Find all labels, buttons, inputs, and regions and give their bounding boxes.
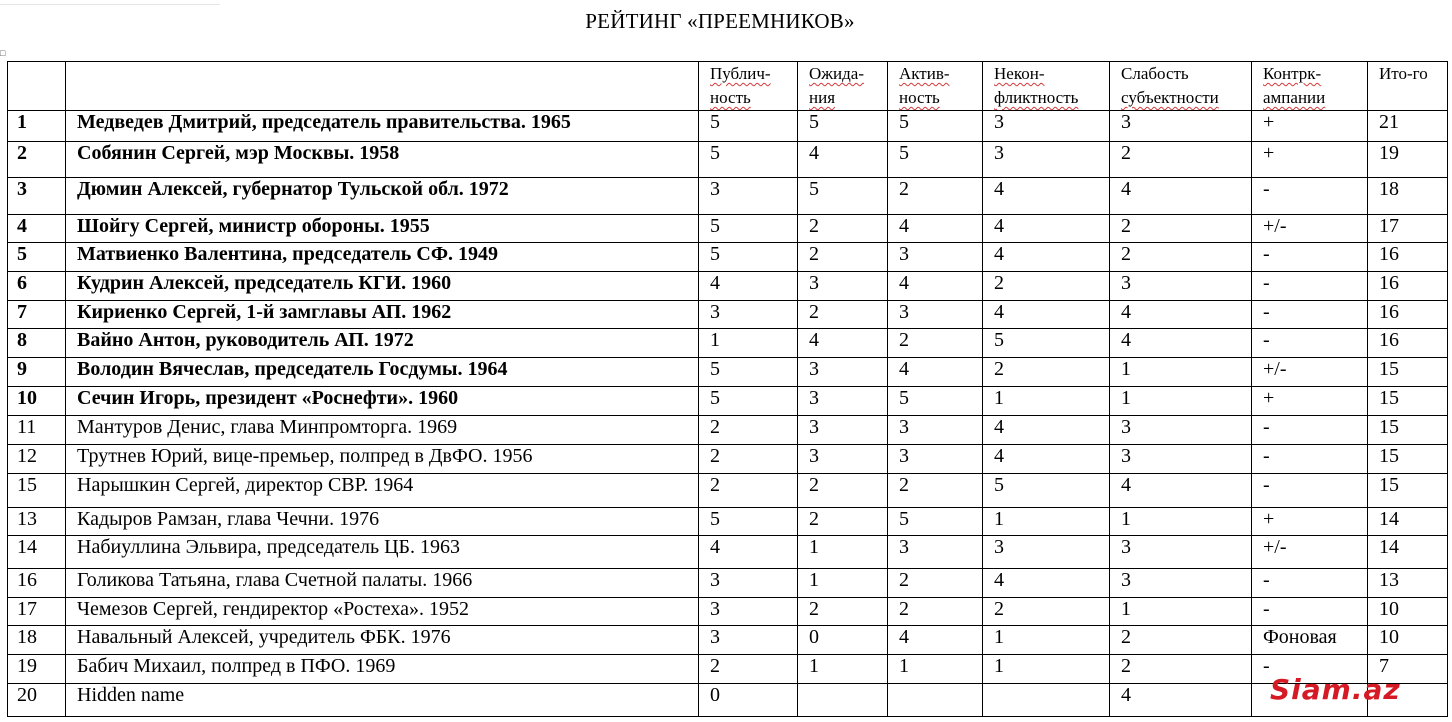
cell-activity: 5 bbox=[888, 387, 983, 416]
cell-expectations: 2 bbox=[798, 301, 888, 329]
candidate-name: Голикова Татьяна, глава Счетной палаты. 1966 bbox=[66, 569, 699, 598]
cell-activity: 5 bbox=[888, 142, 983, 178]
cell-expectations: 4 bbox=[798, 329, 888, 358]
cell-publicity: 3 bbox=[699, 626, 798, 655]
cell-activity: 3 bbox=[888, 243, 983, 272]
cell-countercampaign: - bbox=[1252, 178, 1368, 215]
cell-activity: 2 bbox=[888, 329, 983, 358]
row-number: 4 bbox=[8, 215, 66, 243]
cell-weakness: 4 bbox=[1110, 474, 1252, 508]
cell-weakness: 1 bbox=[1110, 598, 1252, 626]
header-publicity-line1: Публич- bbox=[710, 64, 771, 83]
cell-publicity: 5 bbox=[699, 243, 798, 272]
candidate-name: Вайно Антон, руководитель АП. 1972 bbox=[66, 329, 699, 358]
header-activity-line2: ность bbox=[899, 88, 940, 107]
cell-weakness: 3 bbox=[1110, 111, 1252, 142]
cell-total: 16 bbox=[1368, 272, 1448, 301]
cell-expectations: 2 bbox=[798, 215, 888, 243]
cell-expectations: 2 bbox=[798, 508, 888, 536]
cell-publicity: 5 bbox=[699, 111, 798, 142]
cell-countercampaign: - bbox=[1252, 416, 1368, 445]
table-row bbox=[8, 111, 1448, 142]
cell-expectations: 5 bbox=[798, 111, 888, 142]
cell-publicity: 3 bbox=[699, 178, 798, 215]
cell-expectations: 2 bbox=[798, 243, 888, 272]
cell-nonconflict: 2 bbox=[983, 272, 1110, 301]
candidate-name: Бабич Михаил, полпред в ПФО. 1969 bbox=[66, 655, 699, 684]
cell-total: 17 bbox=[1368, 215, 1448, 243]
cell-activity: 2 bbox=[888, 569, 983, 598]
cell-weakness: 4 bbox=[1110, 178, 1252, 215]
row-number: 12 bbox=[8, 445, 66, 474]
cell-countercampaign: + bbox=[1252, 508, 1368, 536]
table-row bbox=[8, 416, 1448, 445]
cell-publicity: 0 bbox=[699, 684, 798, 717]
cell-publicity: 5 bbox=[699, 142, 798, 178]
cell-expectations: 3 bbox=[798, 445, 888, 474]
cell-weakness: 2 bbox=[1110, 215, 1252, 243]
cell-publicity: 2 bbox=[699, 416, 798, 445]
cell-countercampaign: +/- bbox=[1252, 536, 1368, 569]
candidate-name: Мантуров Денис, глава Минпромторга. 1969 bbox=[66, 416, 699, 445]
cell-publicity: 4 bbox=[699, 536, 798, 569]
cell-activity: 4 bbox=[888, 215, 983, 243]
cell-countercampaign: - bbox=[1252, 243, 1368, 272]
table-row bbox=[8, 243, 1448, 272]
header-row bbox=[8, 62, 1448, 111]
cell-expectations: 5 bbox=[798, 178, 888, 215]
table-row bbox=[8, 626, 1448, 655]
cell-nonconflict: 5 bbox=[983, 329, 1110, 358]
cell-total: 16 bbox=[1368, 301, 1448, 329]
row-number: 14 bbox=[8, 536, 66, 569]
cell-activity: 3 bbox=[888, 416, 983, 445]
cell-countercampaign: + bbox=[1252, 387, 1368, 416]
row-number: 20 bbox=[8, 684, 66, 717]
header-weakness-line1: Слабость bbox=[1121, 64, 1189, 83]
table-anchor-marker[interactable]: □ bbox=[0, 48, 6, 58]
cell-nonconflict: 4 bbox=[983, 445, 1110, 474]
table-row bbox=[8, 536, 1448, 569]
table-row bbox=[8, 684, 1448, 717]
cell-countercampaign: + bbox=[1252, 142, 1368, 178]
cell-total: 19 bbox=[1368, 142, 1448, 178]
cell-nonconflict: 5 bbox=[983, 474, 1110, 508]
cell-publicity: 5 bbox=[699, 358, 798, 387]
cell-nonconflict: 4 bbox=[983, 416, 1110, 445]
cell-expectations: 2 bbox=[798, 598, 888, 626]
row-number: 16 bbox=[8, 569, 66, 598]
cell-expectations: 3 bbox=[798, 358, 888, 387]
watermark-text: Siam.az bbox=[1270, 673, 1401, 706]
cell-expectations: 1 bbox=[798, 655, 888, 684]
cell-total: 15 bbox=[1368, 474, 1448, 508]
table-row bbox=[8, 142, 1448, 178]
table-row bbox=[8, 272, 1448, 301]
cell-nonconflict: 1 bbox=[983, 626, 1110, 655]
header-nonconflict-line1: Некон- bbox=[994, 64, 1045, 83]
cell-nonconflict: 3 bbox=[983, 111, 1110, 142]
table-row bbox=[8, 387, 1448, 416]
row-number: 2 bbox=[8, 142, 66, 178]
candidate-name: Собянин Сергей, мэр Москвы. 1958 bbox=[66, 142, 699, 178]
cell-activity: 2 bbox=[888, 598, 983, 626]
cell-total: 14 bbox=[1368, 536, 1448, 569]
row-number: 11 bbox=[8, 416, 66, 445]
cell-activity: 2 bbox=[888, 474, 983, 508]
candidate-name: Володин Вячеслав, председатель Госдумы. 1964 bbox=[66, 358, 699, 387]
cell-publicity: 2 bbox=[699, 445, 798, 474]
cell-weakness: 3 bbox=[1110, 569, 1252, 598]
header-activity-line1: Актив- bbox=[899, 64, 950, 83]
candidate-name: Кадыров Рамзан, глава Чечни. 1976 bbox=[66, 508, 699, 536]
row-number: 18 bbox=[8, 626, 66, 655]
candidate-name: Шойгу Сергей, министр обороны. 1955 bbox=[66, 215, 699, 243]
table-row bbox=[8, 215, 1448, 243]
cell-total: 15 bbox=[1368, 416, 1448, 445]
row-number: 9 bbox=[8, 358, 66, 387]
header-weakness bbox=[1110, 62, 1252, 111]
cell-countercampaign: - bbox=[1252, 445, 1368, 474]
cell-nonconflict: 4 bbox=[983, 301, 1110, 329]
cell-publicity: 2 bbox=[699, 655, 798, 684]
row-number: 19 bbox=[8, 655, 66, 684]
header-name bbox=[66, 62, 699, 111]
cell-activity: 3 bbox=[888, 445, 983, 474]
cell-nonconflict: 3 bbox=[983, 536, 1110, 569]
candidate-name: Кириенко Сергей, 1-й замглавы АП. 1962 bbox=[66, 301, 699, 329]
row-number: 3 bbox=[8, 178, 66, 215]
header-expectations-line1: Ожида- bbox=[809, 64, 864, 83]
cell-publicity: 4 bbox=[699, 272, 798, 301]
cell-nonconflict: 2 bbox=[983, 598, 1110, 626]
cell-weakness: 3 bbox=[1110, 272, 1252, 301]
row-number: 1 bbox=[8, 111, 66, 142]
cell-nonconflict: 2 bbox=[983, 358, 1110, 387]
cell-total: 14 bbox=[1368, 508, 1448, 536]
table-row bbox=[8, 445, 1448, 474]
cell-weakness: 2 bbox=[1110, 142, 1252, 178]
header-total bbox=[1368, 62, 1448, 111]
cell-nonconflict: 4 bbox=[983, 569, 1110, 598]
cell-countercampaign: - bbox=[1252, 569, 1368, 598]
cell-expectations: 0 bbox=[798, 626, 888, 655]
row-number: 6 bbox=[8, 272, 66, 301]
candidate-name: Навальный Алексей, учредитель ФБК. 1976 bbox=[66, 626, 699, 655]
cell-total: 13 bbox=[1368, 569, 1448, 598]
cell-total: 18 bbox=[1368, 178, 1448, 215]
header-nonconflict-line2: фликтность bbox=[994, 88, 1079, 107]
document-title: РЕЙТИНГ «ПРЕЕМНИКОВ» bbox=[585, 9, 855, 33]
table-row bbox=[8, 178, 1448, 215]
cell-nonconflict bbox=[983, 684, 1110, 717]
cell-weakness: 2 bbox=[1110, 655, 1252, 684]
cell-activity: 3 bbox=[888, 536, 983, 569]
candidate-name: Трутнев Юрий, вице-премьер, полпред в ДвФО. 1956 bbox=[66, 445, 699, 474]
candidate-name: Дюмин Алексей, губернатор Тульской обл. 1972 bbox=[66, 178, 699, 215]
cell-activity: 4 bbox=[888, 272, 983, 301]
cell-nonconflict: 1 bbox=[983, 655, 1110, 684]
table-row bbox=[8, 508, 1448, 536]
table-row bbox=[8, 474, 1448, 508]
candidate-name: Сечин Игорь, президент «Роснефти». 1960 bbox=[66, 387, 699, 416]
cell-expectations: 3 bbox=[798, 416, 888, 445]
header-weakness-line2: субъектности bbox=[1121, 88, 1219, 107]
cell-weakness: 2 bbox=[1110, 243, 1252, 272]
cell-countercampaign: - bbox=[1252, 329, 1368, 358]
cell-nonconflict: 4 bbox=[983, 215, 1110, 243]
siam-logo-icon bbox=[1268, 670, 1408, 710]
candidate-name: Чемезов Сергей, гендиректор «Ростеха». 1952 bbox=[66, 598, 699, 626]
table-row bbox=[8, 655, 1448, 684]
cell-weakness: 4 bbox=[1110, 684, 1252, 717]
cell-total: 15 bbox=[1368, 445, 1448, 474]
cell-expectations: 1 bbox=[798, 536, 888, 569]
header-publicity bbox=[699, 62, 798, 111]
candidate-name: Набиуллина Эльвира, председатель ЦБ. 1963 bbox=[66, 536, 699, 569]
cell-activity: 5 bbox=[888, 111, 983, 142]
cell-countercampaign: - bbox=[1252, 272, 1368, 301]
cell-publicity: 3 bbox=[699, 569, 798, 598]
cell-activity: 2 bbox=[888, 178, 983, 215]
cell-countercampaign: + bbox=[1252, 111, 1368, 142]
watermark-logo bbox=[1268, 670, 1408, 710]
cell-weakness: 1 bbox=[1110, 358, 1252, 387]
cell-weakness: 3 bbox=[1110, 445, 1252, 474]
cell-activity: 4 bbox=[888, 626, 983, 655]
cell-publicity: 5 bbox=[699, 215, 798, 243]
row-number: 5 bbox=[8, 243, 66, 272]
cell-nonconflict: 1 bbox=[983, 387, 1110, 416]
top-divider bbox=[0, 4, 220, 5]
cell-publicity: 3 bbox=[699, 598, 798, 626]
table-row bbox=[8, 569, 1448, 598]
cell-total: 15 bbox=[1368, 358, 1448, 387]
cell-activity: 5 bbox=[888, 508, 983, 536]
cell-weakness: 3 bbox=[1110, 536, 1252, 569]
cell-activity: 1 bbox=[888, 655, 983, 684]
cell-total: 10 bbox=[1368, 598, 1448, 626]
cell-nonconflict: 4 bbox=[983, 243, 1110, 272]
cell-nonconflict: 4 bbox=[983, 178, 1110, 215]
table-row bbox=[8, 301, 1448, 329]
cell-countercampaign: +/- bbox=[1252, 358, 1368, 387]
header-countercampaign-line1: Контрк- bbox=[1263, 64, 1322, 83]
rating-table bbox=[7, 61, 1448, 717]
cell-countercampaign: +/- bbox=[1252, 215, 1368, 243]
cell-countercampaign: - bbox=[1252, 301, 1368, 329]
table-row bbox=[8, 598, 1448, 626]
cell-nonconflict: 1 bbox=[983, 508, 1110, 536]
cell-publicity: 5 bbox=[699, 508, 798, 536]
cell-expectations: 3 bbox=[798, 272, 888, 301]
candidate-name: Матвиенко Валентина, председатель СФ. 1949 bbox=[66, 243, 699, 272]
cell-expectations: 4 bbox=[798, 142, 888, 178]
cell-expectations bbox=[798, 684, 888, 717]
header-countercampaign-line2: ампании bbox=[1263, 88, 1326, 107]
cell-weakness: 1 bbox=[1110, 387, 1252, 416]
header-expectations-line2: ния bbox=[809, 88, 836, 107]
header-countercampaign bbox=[1252, 62, 1368, 111]
cell-expectations: 3 bbox=[798, 387, 888, 416]
header-total-line1: Ито-го bbox=[1379, 64, 1428, 83]
cell-total: 7 bbox=[1368, 655, 1448, 684]
table-row bbox=[8, 329, 1448, 358]
header-number bbox=[8, 62, 66, 111]
header-activity bbox=[888, 62, 983, 111]
cell-countercampaign: - bbox=[1252, 655, 1368, 684]
cell-publicity: 1 bbox=[699, 329, 798, 358]
candidate-name: Медведев Дмитрий, председатель правительства. 1965 bbox=[66, 111, 699, 142]
row-number: 7 bbox=[8, 301, 66, 329]
cell-total: 10 bbox=[1368, 626, 1448, 655]
cell-publicity: 2 bbox=[699, 474, 798, 508]
cell-activity: 3 bbox=[888, 301, 983, 329]
cell-countercampaign: - bbox=[1252, 598, 1368, 626]
header-expectations bbox=[798, 62, 888, 111]
row-number: 15 bbox=[8, 474, 66, 508]
cell-publicity: 3 bbox=[699, 301, 798, 329]
table-row bbox=[8, 358, 1448, 387]
row-number: 13 bbox=[8, 508, 66, 536]
cell-weakness: 4 bbox=[1110, 329, 1252, 358]
cell-total: 21 bbox=[1368, 111, 1448, 142]
cell-activity bbox=[888, 684, 983, 717]
cell-weakness: 3 bbox=[1110, 416, 1252, 445]
cell-nonconflict: 3 bbox=[983, 142, 1110, 178]
row-number: 8 bbox=[8, 329, 66, 358]
cell-expectations: 1 bbox=[798, 569, 888, 598]
candidate-name: Кудрин Алексей, председатель КГИ. 1960 bbox=[66, 272, 699, 301]
cell-weakness: 1 bbox=[1110, 508, 1252, 536]
row-number: 17 bbox=[8, 598, 66, 626]
cell-total: 16 bbox=[1368, 329, 1448, 358]
cell-weakness: 4 bbox=[1110, 301, 1252, 329]
candidate-name: Hidden name bbox=[66, 684, 699, 717]
cell-countercampaign: Фоновая bbox=[1252, 626, 1368, 655]
cell-publicity: 5 bbox=[699, 387, 798, 416]
cell-weakness: 2 bbox=[1110, 626, 1252, 655]
candidate-name: Нарышкин Сергей, директор СВР. 1964 bbox=[66, 474, 699, 508]
header-nonconflict bbox=[983, 62, 1110, 111]
row-number: 10 bbox=[8, 387, 66, 416]
cell-expectations: 2 bbox=[798, 474, 888, 508]
cell-activity: 4 bbox=[888, 358, 983, 387]
cell-countercampaign: - bbox=[1252, 474, 1368, 508]
cell-total: 16 bbox=[1368, 243, 1448, 272]
header-publicity-line2: ность bbox=[710, 88, 751, 107]
cell-total: 15 bbox=[1368, 387, 1448, 416]
